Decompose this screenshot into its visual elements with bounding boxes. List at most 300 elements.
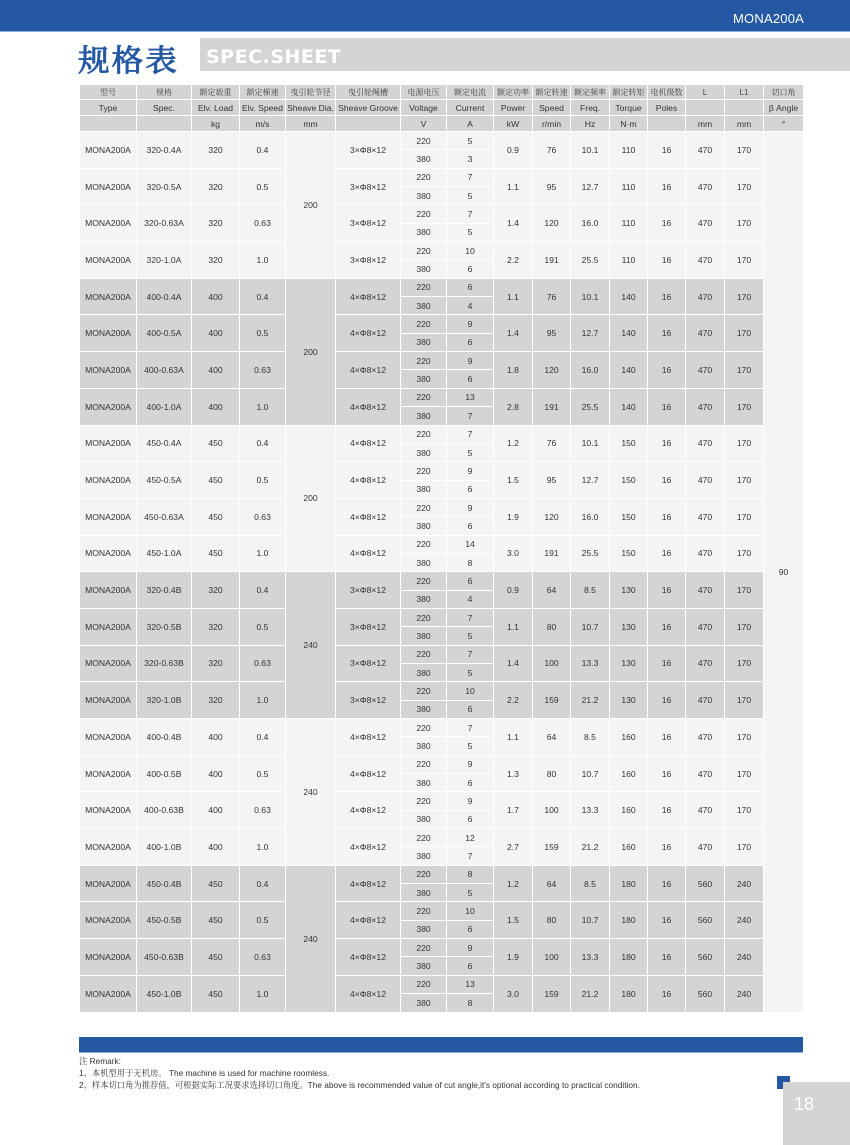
cell-power: 3.0 bbox=[494, 535, 533, 572]
cell-voltage: 220 bbox=[401, 242, 447, 260]
cell-torque: 130 bbox=[610, 682, 648, 719]
cell-L: 470 bbox=[686, 205, 725, 242]
cell-current: 5 bbox=[447, 627, 494, 645]
cell-speed: 0.4 bbox=[240, 425, 286, 462]
cell-load: 320 bbox=[192, 608, 240, 645]
cell-spec: 450-1.0A bbox=[137, 535, 192, 572]
cell-freq: 21.2 bbox=[571, 682, 610, 719]
cell-L: 470 bbox=[686, 168, 725, 205]
table-row bbox=[80, 498, 804, 516]
cell-type: MONA200A bbox=[80, 462, 137, 499]
cell-L: 470 bbox=[686, 242, 725, 279]
cell-torque: 150 bbox=[610, 498, 648, 535]
column-header-en bbox=[725, 100, 764, 116]
column-header-cn: 电机级数 bbox=[648, 85, 686, 100]
cell-torque: 150 bbox=[610, 425, 648, 462]
column-header-unit: mm bbox=[725, 116, 764, 132]
column-header-en: Sheave Dia. bbox=[286, 100, 336, 116]
cell-L: 470 bbox=[686, 425, 725, 462]
cell-torque: 160 bbox=[610, 719, 648, 756]
cell-freq: 12.7 bbox=[571, 168, 610, 205]
cell-L1: 240 bbox=[725, 865, 764, 902]
cell-freq: 8.5 bbox=[571, 719, 610, 756]
cell-L: 470 bbox=[686, 498, 725, 535]
cell-load: 400 bbox=[192, 792, 240, 829]
cell-spec: 400-1.0A bbox=[137, 388, 192, 425]
column-header-cn: 额定梯速 bbox=[240, 85, 286, 100]
cell-load: 450 bbox=[192, 462, 240, 499]
cell-L1: 170 bbox=[725, 792, 764, 829]
cell-voltage: 220 bbox=[401, 975, 447, 993]
remark-item: 2、样本切口角为推荐值，可根据实际工况要求选择切口角度。The above is recommended value of cut angle,it's optional according to practical condition. bbox=[79, 1080, 640, 1090]
cell-L1: 240 bbox=[725, 975, 764, 1012]
cell-load: 320 bbox=[192, 168, 240, 205]
cell-L1: 170 bbox=[725, 132, 764, 169]
cell-voltage: 380 bbox=[401, 333, 447, 351]
column-header-en: Torque bbox=[610, 100, 648, 116]
page-number: 18 bbox=[793, 1094, 815, 1114]
cell-type: MONA200A bbox=[80, 608, 137, 645]
cell-type: MONA200A bbox=[80, 242, 137, 279]
cell-L1: 170 bbox=[725, 829, 764, 866]
cell-current: 7 bbox=[447, 847, 494, 865]
cell-L: 470 bbox=[686, 682, 725, 719]
cell-rpm: 64 bbox=[533, 865, 571, 902]
cell-current: 12 bbox=[447, 829, 494, 847]
cell-voltage: 220 bbox=[401, 352, 447, 370]
cell-spec: 320-0.5B bbox=[137, 608, 192, 645]
cell-voltage: 380 bbox=[401, 590, 447, 608]
cell-power: 1.1 bbox=[494, 278, 533, 315]
cell-L: 470 bbox=[686, 388, 725, 425]
cell-type: MONA200A bbox=[80, 792, 137, 829]
cell-angle: 90 bbox=[764, 132, 804, 1013]
cell-L1: 240 bbox=[725, 902, 764, 939]
cell-type: MONA200A bbox=[80, 682, 137, 719]
cell-L: 560 bbox=[686, 975, 725, 1012]
cell-current: 9 bbox=[447, 462, 494, 480]
cell-current: 7 bbox=[447, 719, 494, 737]
cell-voltage: 220 bbox=[401, 205, 447, 223]
cell-spec: 400-0.63B bbox=[137, 792, 192, 829]
cell-groove: 4×Φ8×12 bbox=[336, 388, 401, 425]
cell-current: 9 bbox=[447, 352, 494, 370]
cell-groove: 3×Φ8×12 bbox=[336, 682, 401, 719]
cell-speed: 0.63 bbox=[240, 645, 286, 682]
cell-power: 1.1 bbox=[494, 168, 533, 205]
table-row bbox=[80, 535, 804, 553]
cell-voltage: 380 bbox=[401, 737, 447, 755]
cell-sheave-dia: 240 bbox=[286, 865, 336, 1012]
cell-speed: 0.5 bbox=[240, 168, 286, 205]
cell-torque: 140 bbox=[610, 352, 648, 389]
cell-poles: 16 bbox=[648, 572, 686, 609]
cell-L1: 170 bbox=[725, 388, 764, 425]
cell-power: 1.3 bbox=[494, 755, 533, 792]
column-header-cn: 额定功率 bbox=[494, 85, 533, 100]
column-header-cn: 曳引轮节径 bbox=[286, 85, 336, 100]
cell-torque: 150 bbox=[610, 535, 648, 572]
cell-L1: 170 bbox=[725, 608, 764, 645]
cell-freq: 16.0 bbox=[571, 205, 610, 242]
cell-speed: 0.63 bbox=[240, 498, 286, 535]
cell-type: MONA200A bbox=[80, 388, 137, 425]
cell-type: MONA200A bbox=[80, 939, 137, 976]
cell-voltage: 220 bbox=[401, 608, 447, 626]
cell-groove: 3×Φ8×12 bbox=[336, 242, 401, 279]
cell-torque: 160 bbox=[610, 829, 648, 866]
cell-L1: 170 bbox=[725, 498, 764, 535]
cell-type: MONA200A bbox=[80, 829, 137, 866]
cell-L: 470 bbox=[686, 132, 725, 169]
column-header-unit: mm bbox=[286, 116, 336, 132]
cell-speed: 0.5 bbox=[240, 608, 286, 645]
cell-rpm: 80 bbox=[533, 902, 571, 939]
cell-current: 9 bbox=[447, 498, 494, 516]
cell-L: 470 bbox=[686, 792, 725, 829]
table-row bbox=[80, 792, 804, 810]
cell-L: 470 bbox=[686, 352, 725, 389]
cell-L1: 170 bbox=[725, 168, 764, 205]
cell-poles: 16 bbox=[648, 975, 686, 1012]
cell-torque: 180 bbox=[610, 865, 648, 902]
cell-poles: 16 bbox=[648, 388, 686, 425]
cell-L: 470 bbox=[686, 278, 725, 315]
cell-poles: 16 bbox=[648, 242, 686, 279]
cell-voltage: 220 bbox=[401, 572, 447, 590]
cell-power: 1.2 bbox=[494, 425, 533, 462]
cell-power: 1.9 bbox=[494, 498, 533, 535]
cell-rpm: 191 bbox=[533, 388, 571, 425]
cell-groove: 4×Φ8×12 bbox=[336, 278, 401, 315]
spec-table bbox=[79, 84, 804, 1013]
cell-freq: 10.7 bbox=[571, 755, 610, 792]
cell-current: 6 bbox=[447, 333, 494, 351]
table-row bbox=[80, 975, 804, 993]
cell-voltage: 220 bbox=[401, 535, 447, 553]
cell-load: 400 bbox=[192, 352, 240, 389]
cell-speed: 1.0 bbox=[240, 829, 286, 866]
cell-rpm: 191 bbox=[533, 242, 571, 279]
cell-voltage: 380 bbox=[401, 627, 447, 645]
cell-current: 13 bbox=[447, 388, 494, 406]
cell-load: 400 bbox=[192, 755, 240, 792]
cell-rpm: 80 bbox=[533, 755, 571, 792]
cell-rpm: 76 bbox=[533, 278, 571, 315]
cell-voltage: 380 bbox=[401, 847, 447, 865]
column-header-unit: kW bbox=[494, 116, 533, 132]
cell-speed: 0.63 bbox=[240, 792, 286, 829]
column-header-en: Elv. Speed bbox=[240, 100, 286, 116]
cell-sheave-dia: 240 bbox=[286, 719, 336, 866]
cell-torque: 140 bbox=[610, 388, 648, 425]
cell-type: MONA200A bbox=[80, 352, 137, 389]
table-row bbox=[80, 425, 804, 443]
cell-L: 470 bbox=[686, 829, 725, 866]
cell-freq: 13.3 bbox=[571, 645, 610, 682]
cell-spec: 450-0.63A bbox=[137, 498, 192, 535]
cell-type: MONA200A bbox=[80, 168, 137, 205]
cell-poles: 16 bbox=[648, 425, 686, 462]
cell-power: 0.9 bbox=[494, 572, 533, 609]
cell-rpm: 159 bbox=[533, 829, 571, 866]
cell-current: 14 bbox=[447, 535, 494, 553]
cell-freq: 16.0 bbox=[571, 352, 610, 389]
table-row bbox=[80, 829, 804, 847]
table-row bbox=[80, 719, 804, 737]
cell-load: 450 bbox=[192, 865, 240, 902]
cell-voltage: 220 bbox=[401, 682, 447, 700]
cell-load: 450 bbox=[192, 975, 240, 1012]
cell-groove: 4×Φ8×12 bbox=[336, 755, 401, 792]
column-header-cn: 切口角 bbox=[764, 85, 804, 100]
cell-L: 470 bbox=[686, 315, 725, 352]
cell-spec: 400-0.4B bbox=[137, 719, 192, 756]
cell-poles: 16 bbox=[648, 865, 686, 902]
cell-power: 2.7 bbox=[494, 829, 533, 866]
cell-L1: 170 bbox=[725, 535, 764, 572]
cell-spec: 320-0.63A bbox=[137, 205, 192, 242]
cell-voltage: 380 bbox=[401, 994, 447, 1012]
cell-load: 400 bbox=[192, 829, 240, 866]
cell-spec: 400-1.0B bbox=[137, 829, 192, 866]
cell-type: MONA200A bbox=[80, 278, 137, 315]
cell-type: MONA200A bbox=[80, 865, 137, 902]
cell-poles: 16 bbox=[648, 792, 686, 829]
cell-current: 6 bbox=[447, 774, 494, 792]
table-row bbox=[80, 645, 804, 663]
cell-groove: 4×Φ8×12 bbox=[336, 829, 401, 866]
cell-current: 6 bbox=[447, 810, 494, 828]
cell-voltage: 380 bbox=[401, 443, 447, 461]
cell-L1: 170 bbox=[725, 205, 764, 242]
remarks bbox=[79, 1055, 640, 1091]
cell-load: 450 bbox=[192, 498, 240, 535]
cell-type: MONA200A bbox=[80, 719, 137, 756]
cell-spec: 450-0.4B bbox=[137, 865, 192, 902]
column-header-unit bbox=[336, 116, 401, 132]
cell-L: 470 bbox=[686, 755, 725, 792]
cell-freq: 10.1 bbox=[571, 425, 610, 462]
cell-torque: 130 bbox=[610, 608, 648, 645]
cell-rpm: 76 bbox=[533, 425, 571, 462]
cell-rpm: 64 bbox=[533, 719, 571, 756]
cell-type: MONA200A bbox=[80, 205, 137, 242]
cell-groove: 4×Φ8×12 bbox=[336, 975, 401, 1012]
cell-poles: 16 bbox=[648, 168, 686, 205]
cell-speed: 0.4 bbox=[240, 719, 286, 756]
cell-groove: 3×Φ8×12 bbox=[336, 132, 401, 169]
cell-power: 1.8 bbox=[494, 352, 533, 389]
cell-current: 9 bbox=[447, 315, 494, 333]
cell-L1: 170 bbox=[725, 645, 764, 682]
cell-current: 7 bbox=[447, 168, 494, 186]
cell-current: 5 bbox=[447, 663, 494, 681]
cell-groove: 4×Φ8×12 bbox=[336, 719, 401, 756]
table-row bbox=[80, 242, 804, 260]
cell-spec: 400-0.63A bbox=[137, 352, 192, 389]
cell-groove: 4×Φ8×12 bbox=[336, 939, 401, 976]
table-row bbox=[80, 572, 804, 590]
cell-current: 6 bbox=[447, 260, 494, 278]
cell-poles: 16 bbox=[648, 352, 686, 389]
column-header-cn: L1 bbox=[725, 85, 764, 100]
cell-poles: 16 bbox=[648, 315, 686, 352]
cell-poles: 16 bbox=[648, 278, 686, 315]
cell-L1: 170 bbox=[725, 242, 764, 279]
column-header-en: Type bbox=[80, 100, 137, 116]
cell-current: 6 bbox=[447, 370, 494, 388]
column-header-en: Current bbox=[447, 100, 494, 116]
table-row bbox=[80, 682, 804, 700]
cell-power: 0.9 bbox=[494, 132, 533, 169]
table-row bbox=[80, 315, 804, 333]
column-header-en: Speed bbox=[533, 100, 571, 116]
cell-sheave-dia: 200 bbox=[286, 132, 336, 279]
cell-rpm: 80 bbox=[533, 608, 571, 645]
cell-groove: 3×Φ8×12 bbox=[336, 645, 401, 682]
page-title-en: SPEC.SHEET bbox=[206, 46, 342, 68]
cell-spec: 450-0.5A bbox=[137, 462, 192, 499]
cell-voltage: 380 bbox=[401, 370, 447, 388]
cell-load: 400 bbox=[192, 315, 240, 352]
cell-groove: 4×Φ8×12 bbox=[336, 902, 401, 939]
cell-speed: 0.4 bbox=[240, 132, 286, 169]
cell-power: 2.2 bbox=[494, 242, 533, 279]
cell-rpm: 100 bbox=[533, 939, 571, 976]
cell-spec: 450-0.4A bbox=[137, 425, 192, 462]
cell-current: 5 bbox=[447, 884, 494, 902]
column-header-cn: 额定载重 bbox=[192, 85, 240, 100]
table-row bbox=[80, 132, 804, 150]
cell-current: 5 bbox=[447, 187, 494, 205]
cell-speed: 1.0 bbox=[240, 388, 286, 425]
cell-power: 1.5 bbox=[494, 902, 533, 939]
cell-freq: 13.3 bbox=[571, 792, 610, 829]
column-header-unit: A bbox=[447, 116, 494, 132]
cell-torque: 110 bbox=[610, 205, 648, 242]
cell-load: 320 bbox=[192, 132, 240, 169]
cell-current: 10 bbox=[447, 902, 494, 920]
banner-divider bbox=[0, 31, 850, 32]
column-header-en: Elv. Load bbox=[192, 100, 240, 116]
cell-current: 7 bbox=[447, 608, 494, 626]
cell-current: 8 bbox=[447, 865, 494, 883]
cell-type: MONA200A bbox=[80, 645, 137, 682]
cell-poles: 16 bbox=[648, 498, 686, 535]
cell-power: 1.9 bbox=[494, 939, 533, 976]
cell-type: MONA200A bbox=[80, 755, 137, 792]
column-header-en: Power bbox=[494, 100, 533, 116]
column-header-unit bbox=[80, 116, 137, 132]
cell-spec: 320-0.4A bbox=[137, 132, 192, 169]
cell-torque: 130 bbox=[610, 645, 648, 682]
column-header-cn: 规格 bbox=[137, 85, 192, 100]
cell-L: 560 bbox=[686, 865, 725, 902]
cell-groove: 4×Φ8×12 bbox=[336, 425, 401, 462]
cell-rpm: 95 bbox=[533, 168, 571, 205]
cell-current: 10 bbox=[447, 242, 494, 260]
cell-speed: 0.5 bbox=[240, 315, 286, 352]
cell-voltage: 220 bbox=[401, 315, 447, 333]
cell-voltage: 220 bbox=[401, 865, 447, 883]
cell-rpm: 100 bbox=[533, 792, 571, 829]
cell-rpm: 95 bbox=[533, 315, 571, 352]
cell-voltage: 220 bbox=[401, 719, 447, 737]
cell-load: 450 bbox=[192, 939, 240, 976]
column-header-unit: V bbox=[401, 116, 447, 132]
cell-power: 1.4 bbox=[494, 315, 533, 352]
cell-voltage: 220 bbox=[401, 462, 447, 480]
cell-L: 560 bbox=[686, 902, 725, 939]
remark-item: 1、本机型用于无机房。 The machine is used for machine roomless. bbox=[79, 1068, 330, 1078]
page-title-cn: 规格表 bbox=[78, 44, 179, 79]
cell-poles: 16 bbox=[648, 462, 686, 499]
table-row bbox=[80, 462, 804, 480]
column-header-unit: mm bbox=[686, 116, 725, 132]
cell-poles: 16 bbox=[648, 682, 686, 719]
cell-current: 6 bbox=[447, 920, 494, 938]
cell-rpm: 95 bbox=[533, 462, 571, 499]
cell-torque: 140 bbox=[610, 315, 648, 352]
column-header-en: Spec. bbox=[137, 100, 192, 116]
cell-speed: 0.5 bbox=[240, 902, 286, 939]
cell-poles: 16 bbox=[648, 132, 686, 169]
cell-type: MONA200A bbox=[80, 315, 137, 352]
cell-voltage: 380 bbox=[401, 774, 447, 792]
cell-torque: 110 bbox=[610, 168, 648, 205]
cell-poles: 16 bbox=[648, 719, 686, 756]
cell-speed: 0.63 bbox=[240, 939, 286, 976]
cell-freq: 10.7 bbox=[571, 608, 610, 645]
cell-freq: 8.5 bbox=[571, 865, 610, 902]
cell-type: MONA200A bbox=[80, 498, 137, 535]
cell-speed: 1.0 bbox=[240, 975, 286, 1012]
cell-current: 6 bbox=[447, 480, 494, 498]
column-header-cn: 额定频率 bbox=[571, 85, 610, 100]
column-header-cn: 电源电压 bbox=[401, 85, 447, 100]
cell-groove: 3×Φ8×12 bbox=[336, 572, 401, 609]
cell-load: 320 bbox=[192, 242, 240, 279]
cell-groove: 3×Φ8×12 bbox=[336, 608, 401, 645]
column-header-cn: L bbox=[686, 85, 725, 100]
cell-freq: 10.1 bbox=[571, 132, 610, 169]
cell-sheave-dia: 200 bbox=[286, 425, 336, 572]
column-header-cn: 型号 bbox=[80, 85, 137, 100]
cell-current: 6 bbox=[447, 517, 494, 535]
cell-L: 470 bbox=[686, 719, 725, 756]
cell-rpm: 64 bbox=[533, 572, 571, 609]
cell-voltage: 220 bbox=[401, 278, 447, 296]
cell-type: MONA200A bbox=[80, 902, 137, 939]
cell-load: 450 bbox=[192, 425, 240, 462]
cell-rpm: 120 bbox=[533, 352, 571, 389]
cell-voltage: 380 bbox=[401, 957, 447, 975]
cell-spec: 320-0.63B bbox=[137, 645, 192, 682]
cell-L1: 170 bbox=[725, 315, 764, 352]
column-header-cn: 额定电流 bbox=[447, 85, 494, 100]
cell-power: 1.1 bbox=[494, 719, 533, 756]
cell-poles: 16 bbox=[648, 645, 686, 682]
table-row bbox=[80, 755, 804, 773]
cell-torque: 130 bbox=[610, 572, 648, 609]
cell-load: 320 bbox=[192, 645, 240, 682]
cell-current: 7 bbox=[447, 425, 494, 443]
column-header-cn: 额定转速 bbox=[533, 85, 571, 100]
cell-rpm: 76 bbox=[533, 132, 571, 169]
cell-poles: 16 bbox=[648, 608, 686, 645]
table-row bbox=[80, 865, 804, 883]
